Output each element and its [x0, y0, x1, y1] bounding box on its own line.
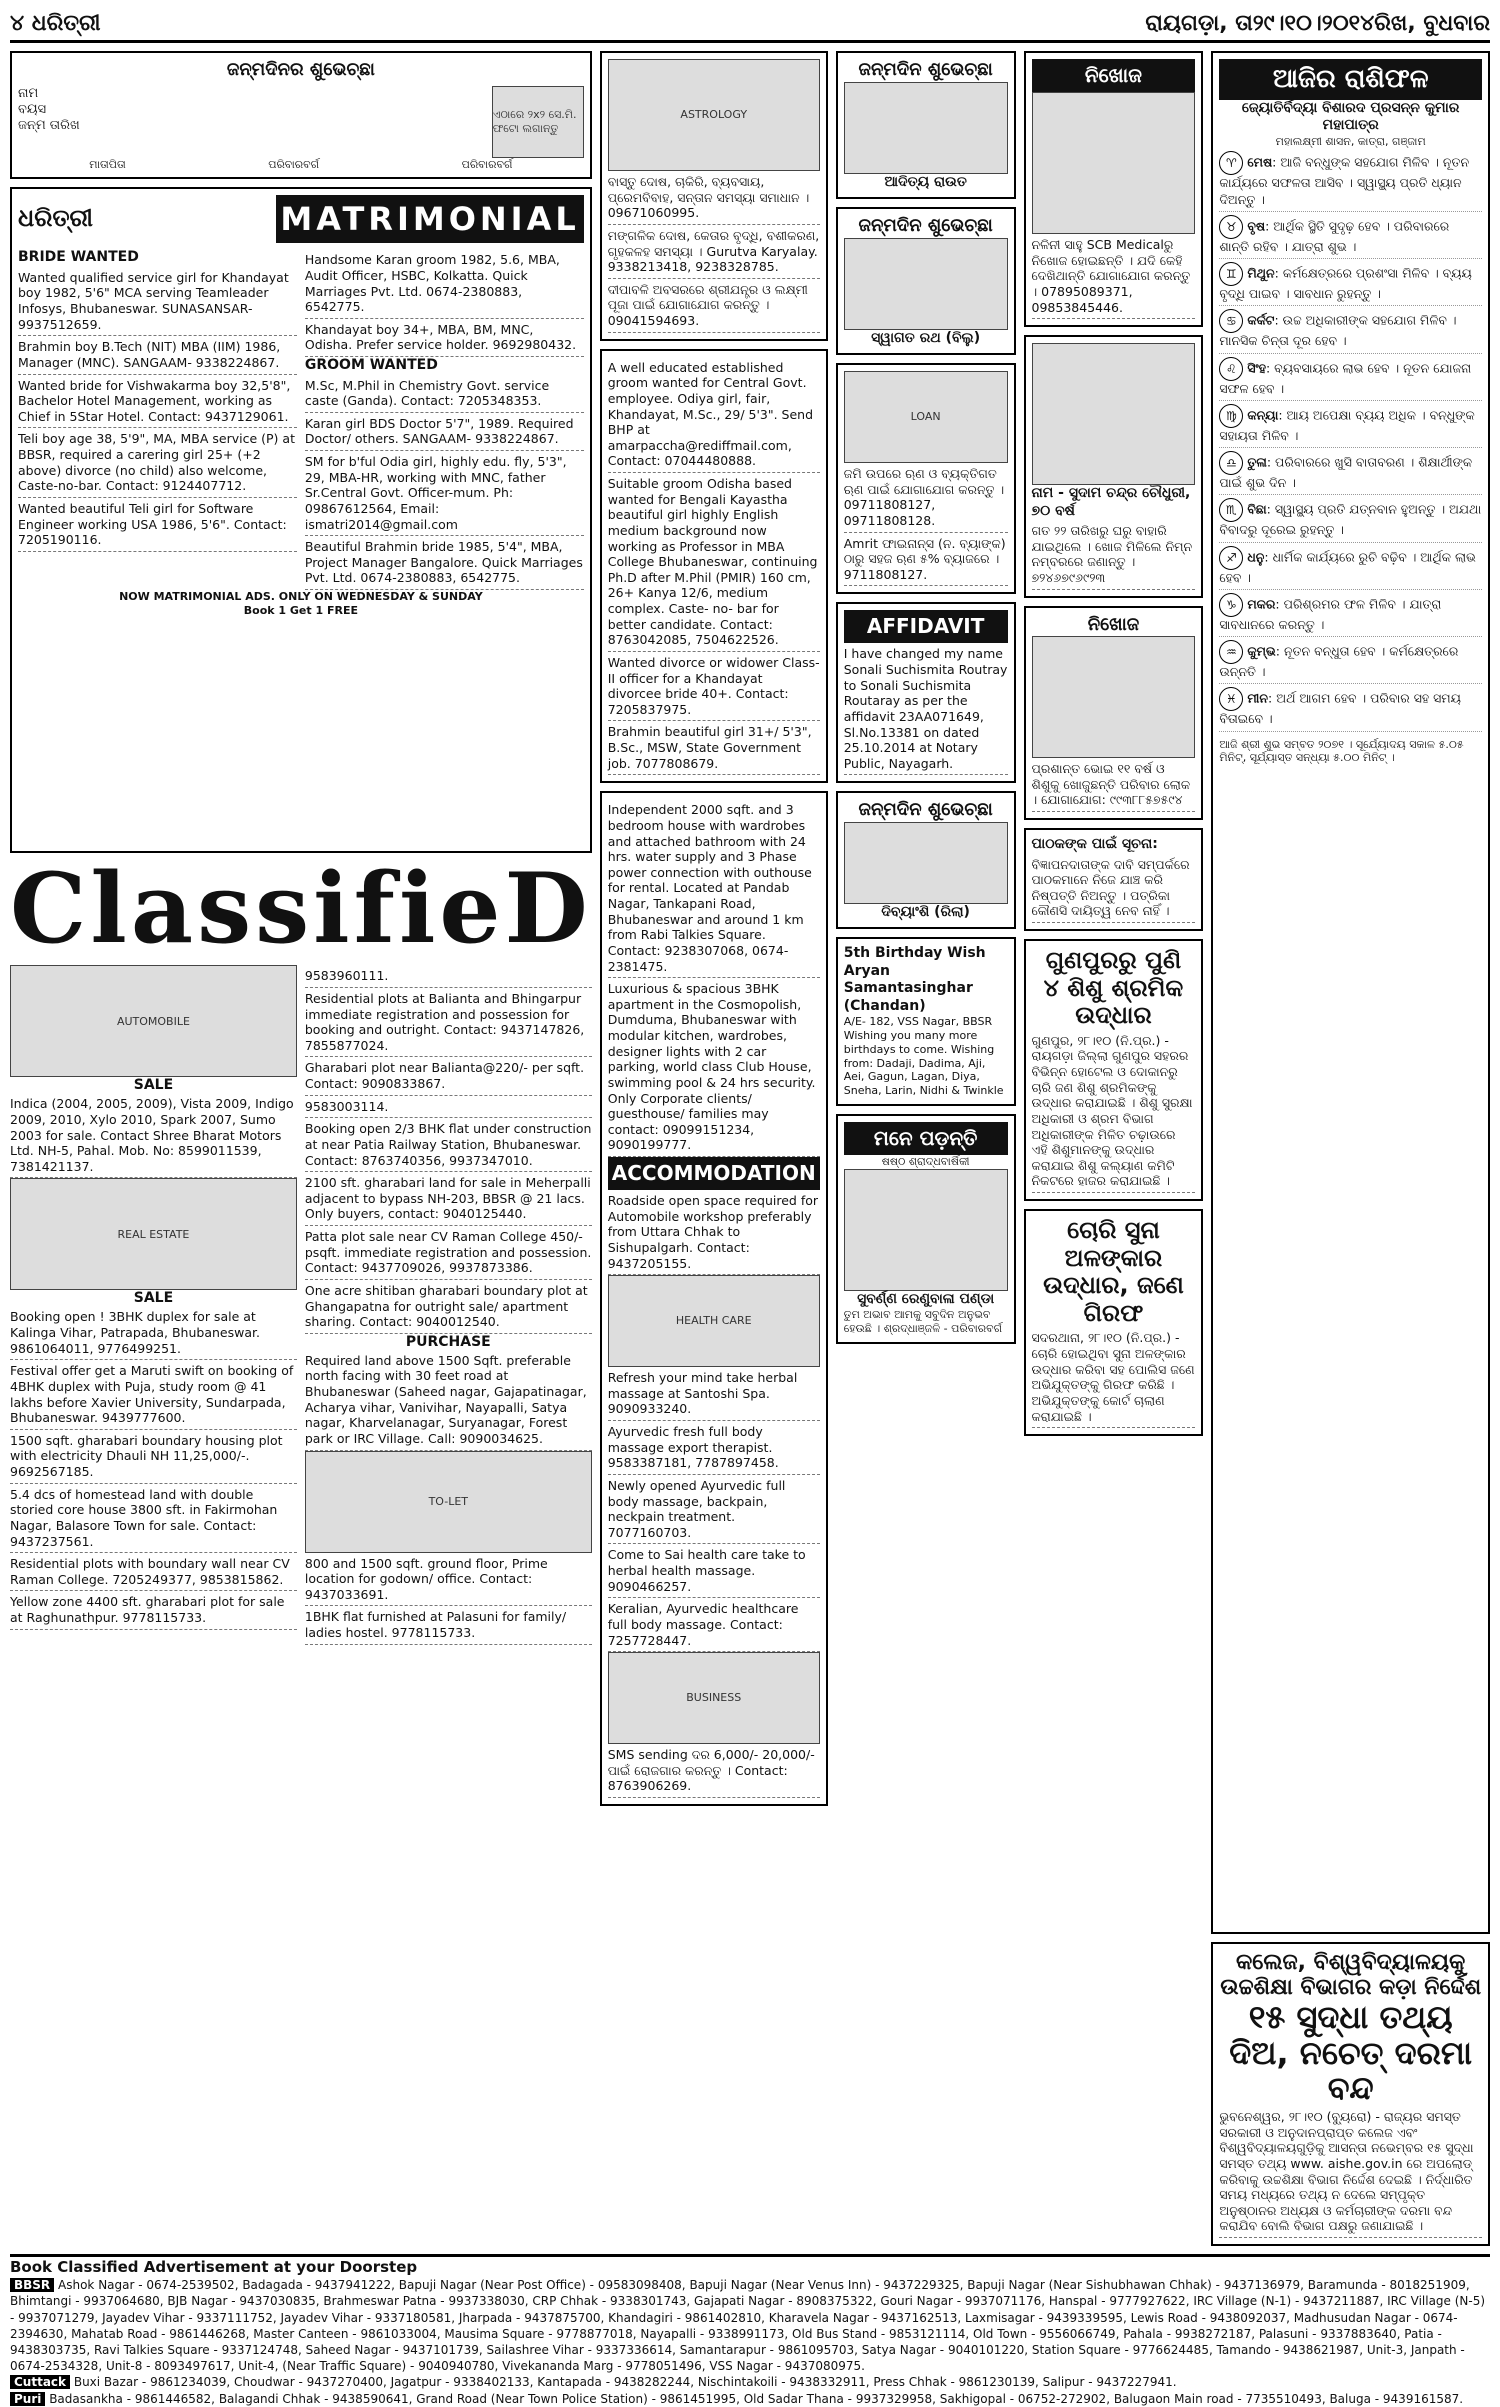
house-ad: Luxurious & spacious 3BHK apartment in the Cosmopolish, Dumduma, Bhubaneswar with modular kitchen, wardrobes, designer lights with 2 car parking, world class Club House, swimming pool & 24 hrs security. Only Corporate clients/ guesthouse/ families may contact: 09099151234, 9090199777. [608, 978, 820, 1157]
rashi-text: ପରିଶ୍ରମର ଫଳ ମିଳିବ । ଯାତ୍ରା ସାବଧାନରେ କରନ୍ତୁ । [1219, 596, 1442, 632]
re-ad: 5.4 dcs of homestead land with double storied core house 3800 sft. in Fakirmohan Nagar, Balasore Town for sale. Contact: 9437237561. [10, 1484, 297, 1554]
rashi-sign: ବୃଷ [1247, 218, 1266, 234]
matrimonial-col3 [600, 349, 828, 784]
loan-text: ଜମି ଉପରେ ଋଣ ଓ ବ୍ୟକ୍ତିଗତ ଋଣ ପାଇଁ ଯୋଗାଯୋଗ କରନ୍ତୁ । 09711808127, 09711808128. [844, 463, 1008, 533]
rashi-text: ପରିବାରରେ ଖୁସି ବାତାବରଣ । ଶିକ୍ଷାର୍ଥୀଙ୍କ ପାଇଁ ଶୁଭ ଦିନ । [1219, 454, 1473, 490]
news-body: ଗୁଣପୁର, ୨୮।୧୦ (ନି.ପ୍ର.) - ରାୟଗଡ଼ା ଜିଲ୍ଲା ଗୁଣପୁର ସହରର ବିଭିନ୍ନ ହୋଟେଲ ଓ ଦୋକାନରୁ ଚାରି ଜଣ ଶିଶୁ ଶ୍ରମିକଙ୍କୁ ଉଦ୍ଧାର କରାଯାଇଛି । ଶିଶୁ ସୁରକ୍ଷା ଅଧିକାରୀ ଓ ଶ୍ରମ ବିଭାଗ ଅଧିକାରୀଙ୍କ ମିଳିତ ଚଢ଼ାଉରେ ଏହି ଶିଶୁମାନଙ୍କୁ ଉଦ୍ଧାର କରାଯାଇ ଶିଶୁ କଲ୍ୟାଣ କମିଟି ନିକଟରେ ହାଜର କରାଯାଇଛି । [1032, 1030, 1196, 1193]
child-name: ସ୍ୱାଗତ ରଥ (ବିଲୁ) [871, 329, 981, 346]
memorial-name: ସୁବର୍ଣ୍ଣ ରେଣୁବାଳା ପଣ୍ଡା [857, 1290, 995, 1307]
re-ad: Yellow zone 4400 sft. gharabari plot for sale at Raghunathpur. 9778115733. [10, 1591, 297, 1629]
memorial-text: ତୁମ ଅଭାବ ଆମକୁ ସବୁଦିନ ଅନୁଭବ ହେଉଛି । ଶ୍ରଦ୍ଧାଞ୍ଜଳି - ପରିବାରବର୍ଗ [843, 1308, 1003, 1335]
page-grid [10, 51, 1490, 2246]
news-headline: ୧୫ ସୁଦ୍ଧା ତଥ୍ୟ ଦିଅ, ନଚେତ୍ ଦରମା ବନ୍ଦ [1229, 1998, 1473, 2107]
zodiac-icon: ♐ [1219, 546, 1243, 570]
missing-text: ନଳିନୀ ସାହୁ SCB Medicalରୁ ନିଖୋଜ ହୋଇଛନ୍ତି । ଯଦି କେହି ଦେଖିଥାନ୍ତି ଯୋଗାଯୋଗ କରନ୍ତୁ । 07895089371, 09853845446. [1032, 234, 1196, 319]
groom-ad: SM for b'ful Odia girl, highly edu. fly, 5'3", 29, MBA-HR, working with MNC, father Sr.Central Govt. Officer-mum. Ph: 09867612564, Email: ismatri2014@gmail.com [305, 451, 584, 536]
rashi-sign: ମେଷ [1247, 154, 1273, 170]
mid-ad: Patta plot sale near CV Raman College 450/- psqft. immediate registration and possession. Contact: 9437709026, 9937873386. [305, 1226, 592, 1280]
loan-image: LOAN [844, 371, 1008, 463]
astrology-ad: ମଙ୍ଗଳିକ ଦୋଷ, କେତାର ବୃଦ୍ଧି, ବଶୀକରଣ, ଗୃହକଳହ ସମସ୍ୟା । Gurutva Karyalay. 9338213418, 9238328785. [608, 225, 820, 279]
zodiac-icon: ♉ [1219, 215, 1243, 239]
astrology-ad: ବାସ୍ତୁ ଦୋଷ, ଚାକିରି, ବ୍ୟବସାୟ, ପ୍ରେମବିବାହ, ସନ୍ତାନ ସମସ୍ୟା ସମାଧାନ । 09671060995. [608, 171, 820, 225]
rashi-item: ♍ କନ୍ୟା: ଆୟ ଅପେକ୍ଷା ବ୍ୟୟ ଅଧିକ । ବନ୍ଧୁଙ୍କ ସହାୟତା ମିଳିବ । [1219, 401, 1482, 448]
news-gold [1024, 1209, 1204, 1436]
rashi-text: ଆଜି ବନ୍ଧୁଙ୍କ ସହଯୋଗ ମିଳିବ । ନୂତନ କାର୍ଯ୍ୟରେ ସଫଳତା ଆସିବ । ସ୍ୱାସ୍ଥ୍ୟ ପ୍ରତି ଧ୍ୟାନ ଦିଅନ୍ତୁ । [1219, 154, 1470, 207]
mid-ad: 2100 sft. gharabari land for sale in Meherpalli adjacent to bypass NH-203, BBSR @ 21 lacs. Only buyers, contact: 9040125440. [305, 1172, 592, 1226]
classified-title: ClassifieD [10, 852, 592, 966]
label-family-2: ପରିବାରବର୍ଗ [461, 157, 513, 171]
rashi-item: ♐ ଧନୁ: ଧାର୍ମିକ କାର୍ଯ୍ୟରେ ରୁଚି ବଢ଼ିବ । ଆର୍ଥିକ ଲାଭ ହେବ । [1219, 543, 1482, 590]
missing-kids-text: ପ୍ରଶାନ୍ତ ଭୋଇ ୧୧ ବର୍ଷ ଓ ଶିଶୁକୁ ଖୋଜୁଛନ୍ତି ପରିବାର ଲୋକ । ଯୋଗାଯୋଗ: ୯୯୩୮୮୫୭୫୯୪ [1032, 758, 1196, 812]
rashifal-box [1211, 51, 1490, 1934]
auto-ad: Indica (2004, 2005, 2009), Vista 2009, Indigo 2009, 2010, Xylo 2010, Spark 2007, Sumo 2003 for sale. Contact Shree Bharat Motors Ltd. NH-5, Pahal. Mob. No: 8599011539, 7381421137. [10, 1093, 297, 1178]
rashi-item: ♌ ସିଂହ: ବ୍ୟବସାୟରେ ଲାଭ ହେବ । ନୂତନ ଯୋଜନା ସଫଳ ହେବ । [1219, 354, 1482, 401]
memorial-box [836, 1114, 1016, 1344]
missing-photo [1032, 92, 1196, 234]
affidavit-box [836, 602, 1016, 783]
rashi-sign: ବିଛା [1247, 501, 1267, 517]
re-sale-heading: SALE [133, 1290, 174, 1307]
rashi-sign: ମୀନ [1247, 690, 1269, 706]
reader-notice-box [1024, 828, 1204, 931]
tolet-ad: 800 and 1500 sqft. ground floor, Prime location for godown/ office. Contact: 9437033691. [305, 1553, 592, 1607]
loan-ad [836, 363, 1016, 594]
memorial-title: ମନେ ପଡ଼ନ୍ତି [844, 1122, 1008, 1155]
rashi-item: ♑ ମକର: ପରିଶ୍ରମର ଫଳ ମିଳିବ । ଯାତ୍ରା ସାବଧାନରେ କରନ୍ତୁ । [1219, 590, 1482, 637]
news-higher-education [1211, 1942, 1490, 2246]
child-name: ଦିବ୍ୟାଂଶି (ରିଲା) [881, 903, 970, 920]
matrimonial-ad: Wanted divorce or widower Class-II officer for a Khandayat divorcee bride 40+. Contact: 7205837975. [608, 652, 820, 722]
zodiac-icon: ♍ [1219, 404, 1243, 428]
fifth-birthday-wish: Wishing you many more birthdays to come. Wishing from: Dadaji, Dadima, Aji, Aei, Gagun, Lagan, Diya, Sneha, Larin, Nidhi & Twinkle [843, 1029, 1004, 1098]
bride-ad: Brahmin boy B.Tech (NIT) MBA (IIM) 1986, Manager (MNC). SANGAAM- 9338224867. [18, 336, 297, 374]
re-ad: Residential plots with boundary wall near CV Raman College. 7205249377, 9853815862. [10, 1553, 297, 1591]
zodiac-icon: ♋ [1219, 309, 1243, 333]
kid-photo [1032, 636, 1196, 758]
groom-ad: Beautiful Brahmin bride 1985, 5'4", MBA, Project Manager Bangalore. Quick Marriages Pvt. Ltd. 0674-2380883, 6542775. [305, 536, 584, 590]
footer-puri-text: Badasankha - 9861446582, Balagandi Chhak - 9438590641, Grand Road (Near Town Police Station) - 9861451995, Old Sadar Thana - 9937329958, Sakhigopal - 06752-272902, Balugaon Main road - 7735510493, Baluga - 9439161587. [49, 2391, 1464, 2406]
business-ad: SMS sending ଦର 6,000/- 20,000/- ପାଇଁ ରୋଜଗାର କରନ୍ତୁ । Contact: 8763906269. [608, 1744, 820, 1798]
rashi-text: ଅର୍ଥ ଆଗମ ହେବ । ପରିବାର ସହ ସମୟ ବିତାଇବେ । [1219, 690, 1461, 727]
column-classified-right [600, 51, 828, 2246]
re-ad: Festival offer get a Maruti swift on booking of 4BHK duplex with Puja, study room @ 41 lakhs before Xavier University, Sundarpada, Bhubaneswar. 9439777600. [10, 1360, 297, 1430]
date-line: ରାୟଗଡ଼ା, ତା୨୯।୧୦।୨୦୧୪ରିଖ, ବୁଧବାର [1145, 10, 1490, 36]
matrimonial-ad: Suitable groom Odisha based wanted for Bengali Kayastha beautiful girl highly English medium background now working as Professor in MBA College Bhubaneswar, continuing Ph.D after M.Phil (PMIR) 160 cm, 26+ Kanya 12/6, medium complex. Caste- no- bar for better candidate. Contact: 8763042085, 7504622526. [608, 473, 820, 652]
birthday-card-1 [836, 51, 1016, 199]
bride-ad: Wanted beautiful Teli girl for Software Engineer working USA 1986, 5'6". Contact: 7205190116. [18, 498, 297, 552]
zodiac-icon: ♓ [1219, 687, 1243, 711]
mid-ad: Residential plots at Balianta and Bhingarpur immediate registration and possession for booking and outright. Contact: 9437147826, 7855877024. [305, 988, 592, 1058]
rashi-text: ଉଚ୍ଚ ଅଧିକାରୀଙ୍କ ସହଯୋଗ ମିଳିବ । ମାନସିକ ଚିନ୍ତା ଦୂର ହେବ । [1219, 312, 1457, 349]
obit-box [1024, 335, 1204, 598]
zodiac-icon: ♏ [1219, 498, 1243, 522]
groom-heading: GROOM WANTED [304, 357, 438, 373]
obit-text: ଗତ ୨୨ ତାରିଖରୁ ଘରୁ ବାହାରି ଯାଇଥିଲେ । ଖୋଜ ମିଳିଲେ ନିମ୍ନ ନମ୍ବରରେ ଜଣାନ୍ତୁ । ୭୨୪୬୭୯୬୯୨୩ [1032, 520, 1196, 590]
child-photo [844, 822, 1008, 904]
child-name: ଆଦିତ୍ୟ ରାଉତ [884, 173, 967, 190]
form-field-dob: ଜନ୍ମ ତାରିଖ [18, 118, 80, 133]
zodiac-icon: ♒ [1219, 640, 1243, 664]
missing-title: ନିଖୋଜ [1032, 59, 1196, 92]
classified-col3 [600, 791, 828, 1806]
footer-title: Book Classified Advertisement at your Doorstep [10, 2258, 418, 2276]
rashifal-sub2: ମହାଲକ୍ଷ୍ମୀ ଶାସନ, କାତ୍ରା, ଗଞ୍ଜାମ [1275, 134, 1426, 148]
birthday-form-title: ଜନ୍ମଦିନର ଶୁଭେଚ୍ଛା [226, 59, 375, 80]
zodiac-icon: ♈ [1219, 151, 1243, 175]
rashi-text: ଧାର୍ମିକ କାର୍ଯ୍ୟରେ ରୁଚି ବଢ଼ିବ । ଆର୍ଥିକ ଲାଭ ହେବ । [1219, 549, 1476, 585]
purchase-heading: PURCHASE [405, 1333, 491, 1350]
astrology-box [600, 51, 828, 341]
bride-heading: BRIDE WANTED [18, 249, 139, 266]
bride-ad: Wanted qualified service girl for Khandayat boy 1982, 5'6" MCA serving Teamleader Infosys, Bhubaneswar. SUNASANSAR- 9937512659. [18, 267, 297, 337]
rashi-sign: ମିଥୁନ [1247, 265, 1275, 281]
fifth-birthday-label: 5th Birthday Wish [843, 945, 986, 962]
health-care-image: HEALTH CARE [608, 1275, 820, 1367]
form-field-name: ନାମ [18, 85, 39, 101]
photo-placeholder: ଏଠାରେ ୨x୨ ସେ.ମି. ଫଟୋ ଲଗାନ୍ତୁ [492, 86, 584, 158]
column-notices [836, 51, 1016, 2246]
child-photo [844, 82, 1008, 174]
child-photo [844, 238, 1008, 330]
matrimonial-ad: A well educated established groom wanted for Central Govt. employee. Odiya girl, fair, Khandayat, M.Sc., 29/ 5'3". Send BHP at amarpaccha@rediffmail.com, Contact: 07044480888. [608, 357, 820, 473]
memorial-sub: ଷଷ୍ଠ ଶ୍ରାଦ୍ଧବାର୍ଷିକୀ [881, 1154, 970, 1168]
accommodation-heading: ACCOMMODATION [608, 1157, 820, 1190]
sale-heading: SALE [133, 1077, 174, 1094]
rashi-sign: କନ୍ୟା [1247, 407, 1279, 423]
rashi-item: ♒ କୁମ୍ଭ: ନୂତନ ବନ୍ଧୁତା ହେବ । କର୍ମକ୍ଷେତ୍ରରେ ଉନ୍ନତି । [1219, 637, 1482, 684]
rashi-item: ♓ ମୀନ: ଅର୍ଥ ଆଗମ ହେବ । ପରିବାର ସହ ସମୟ ବିତାଇବେ । [1219, 684, 1482, 731]
form-field-age: ବୟସ [18, 101, 47, 117]
affidavit-text: I have changed my name Sonali Suchismita Routray to Sonali Suchismita Routaray as per the affidavit 23AA071649, Sl.No.13381 on dated 25.10.2014 at Notary Public, Nayagarh. [844, 643, 1008, 775]
news-body: ଭୁବନେଶ୍ୱର, ୨୮।୧୦ (ବ୍ୟୁରୋ) - ରାଜ୍ୟର ସମସ୍ତ ସରକାରୀ ଓ ଅନୁଦାନପ୍ରାପ୍ତ କଲେଜ ଏବଂ ବିଶ୍ୱବିଦ୍ୟାଳୟଗୁଡ଼ିକୁ ଆସନ୍ତା ନଭେମ୍ବର ୧୫ ସୁଦ୍ଧା ସମସ୍ତ ତଥ୍ୟ www. aishe.gov.in ରେ ଅପଲୋଡ୍ କରିବାକୁ ଉଚ୍ଚଶିକ୍ଷା ବିଭାଗ ନିର୍ଦ୍ଦେଶ ଦେଇଛି । ନିର୍ଦ୍ଧାରିତ ସମୟ ମଧ୍ୟରେ ତଥ୍ୟ ନ ଦେଲେ ସମ୍ପୃକ୍ତ ଅନୁଷ୍ଠାନର ଅଧ୍ୟକ୍ଷ ଓ କର୍ମଚାରୀଙ୍କ ଦରମା ବନ୍ଦ କରାଯିବ ବୋଲି ବିଭାଗ ପକ୍ଷରୁ ଜଣାଯାଇଛି । [1219, 2106, 1482, 2238]
health-ad: Refresh your mind take herbal massage at Santoshi Spa. 9090933240. [608, 1367, 820, 1421]
groom-ad: M.Sc, M.Phil in Chemistry Govt. service caste (Ganda). Contact: 7205348353. [305, 375, 584, 413]
news-body: ସଦରଥାନା, ୨୮।୧୦ (ନି.ପ୍ର.) - ଚୋରି ହୋଇଥିବା ସୁନା ଅଳଙ୍କାର ଉଦ୍ଧାର କରିବା ସହ ପୋଲିସ ଜଣେ ଅଭିଯୁକ୍ତଙ୍କୁ ଗିରଫ କରିଛି । ଅଭିଯୁକ୍ତଙ୍କୁ କୋର୍ଟ ଚାଲାଣ କରାଯାଇଛି । [1032, 1327, 1196, 1428]
zodiac-icon: ♎ [1219, 451, 1243, 475]
missing-kids-box [1024, 606, 1204, 820]
rashifal-footer: ଆଜି ଶ୍ରୀ ଶୁଭ ସମ୍ବତ ୨୦୭୧ । ସୂର୍ଯ୍ୟୋଦୟ ସକାଳ ୫.୦୫ ମିନିଟ୍, ସୂର୍ଯ୍ୟାସ୍ତ ସନ୍ଧ୍ୟା ୫.୦୦ ମିନିଟ୍ । [1219, 737, 1464, 765]
re-ad: Booking open ! 3BHK duplex for sale at Kalinga Vihar, Patrapada, Bhubaneswar. 9861064011, 9776499251. [10, 1306, 297, 1360]
rashi-text: ଆର୍ଥିକ ସ୍ଥିତି ସୁଦୃଢ଼ ହେବ । ପରିବାରରେ ଶାନ୍ତି ରହିବ । ଯାତ୍ରା ଶୁଭ । [1219, 218, 1450, 254]
news-child-labour [1024, 939, 1204, 1201]
rashi-sign: ମକର [1247, 596, 1276, 612]
astrology-image: ASTROLOGY [608, 59, 820, 171]
purchase-ad: Required land above 1500 Sqft. preferable north facing with 30 feet road at Bhubaneswar (Saheed nagar, Gajapatinagar, Acharya vihar, Vanivihar, Nayapalli, Satya nagar, Kharvelanagar, Suryanagar, Forest park or IRC Village. Call: 9090034625. [305, 1350, 592, 1451]
rashi-text: ଆୟ ଅପେକ୍ଷା ବ୍ୟୟ ଅଧିକ । ବନ୍ଧୁଙ୍କ ସହାୟତା ମିଳିବ । [1219, 407, 1475, 443]
health-ad: Keralian, Ayurvedic healthcare full body massage. Contact: 7257728447. [608, 1598, 820, 1652]
memorial-photo [844, 1169, 1008, 1291]
rashifal-sub: ଜ୍ୟୋତିର୍ବିଦ୍ୟା ବିଶାରଦ ପ୍ରସନ୍ନ କୁମାର ମହାପାତ୍ର [1241, 99, 1460, 133]
house-ad: Independent 2000 sqft. and 3 bedroom house with wardrobes and attached bathroom with 24 hrs. water supply and 3 Phase power connection with outhouse for rental. Located at Pandab Nagar, Tankapani Road, Bhubaneswar and around 1 km from Rabi Talkies Square. Contact: 9238307068, 0674-2381475. [608, 799, 820, 978]
card-title: ଜନ୍ମଦିନ ଶୁଭେଚ୍ଛା [858, 799, 993, 821]
health-ad: Ayurvedic fresh full body massage export therapist. 9583387181, 7787897458. [608, 1421, 820, 1475]
accommodation-ad: Roadside open space required for Automobile workshop preferably from Uttara Chhak to Sishupalgarh. Contact: 9437205155. [608, 1190, 820, 1275]
mid-ad: 9583003114. [305, 1096, 592, 1119]
rashi-sign: କୁମ୍ଭ [1247, 643, 1276, 659]
missing-kids-title: ନିଖୋଜ [1087, 613, 1140, 635]
mid-ad: Booking open 2/3 BHK flat under construction at near Patia Railway Station, Bhubaneswar. Contact: 8763740356, 9937347010. [305, 1118, 592, 1172]
footer-bbsr-label: BBSR [10, 2278, 54, 2292]
missing-box [1024, 51, 1204, 327]
groom-ad: Karan girl BDS Doctor 5'7", 1989. Required Doctor/ others. SANGAAM- 9338224867. [305, 413, 584, 451]
rashi-item: ♋ କର୍କଟ: ଉଚ୍ଚ ଅଧିକାରୀଙ୍କ ସହଯୋଗ ମିଳିବ । ମାନସିକ ଚିନ୍ତା ଦୂର ହେବ । [1219, 306, 1482, 353]
rashi-item: ♏ ବିଛା: ସ୍ୱାସ୍ଥ୍ୟ ପ୍ରତି ଯତ୍ନବାନ ହୁଅନ୍ତୁ । ଅଯଥା ବିବାଦରୁ ଦୂରେଇ ରୁହନ୍ତୁ । [1219, 495, 1482, 542]
health-ad: Come to Sai health care take to herbal health massage. 9090466257. [608, 1544, 820, 1598]
label-family-1: ପରିବାରବର୍ଗ [268, 157, 320, 171]
obit-name: ନାମ - ସୁଦାମ ଚନ୍ଦ୍ର ଚୌଧୁରୀ, ୭୦ ବର୍ଷ [1031, 485, 1191, 519]
groom-ad: Handsome Karan groom 1982, 5.6, MBA, Audit Officer, HSBC, Kolkatta. Quick Marriages Pvt. Ltd. 0674-2380883, 6542775. [305, 249, 584, 319]
matrimonial-ad: Brahmin beautiful girl 31+/ 5'3", B.Sc., MSW, State Government job. 7077808679. [608, 721, 820, 775]
astrology-ad: ଦୀପାବଳି ଅବସରରେ ଶ୍ରୀଯନ୍ତ୍ର ଓ ଲକ୍ଷ୍ମୀ ପୂଜା ପାଇଁ ଯୋଗାଯୋଗ କରନ୍ତୁ । 09041594693. [608, 279, 820, 333]
fifth-birthday-addr: A/E- 182, VSS Nagar, BBSR [843, 1015, 993, 1029]
house-image: REAL ESTATE [10, 1178, 297, 1290]
news-headline: ଗୁଣପୁରରୁ ପୁଣି [1045, 946, 1182, 974]
footer-bar [10, 2254, 1490, 2407]
mid-ad: Gharabari plot near Balianta@220/- per sqft. Contact: 9090833867. [305, 1057, 592, 1095]
matrimonial-offer: Book 1 Get 1 FREE [243, 603, 358, 617]
rashi-text: ବ୍ୟବସାୟରେ ଲାଭ ହେବ । ନୂତନ ଯୋଜନା ସଫଳ ହେବ । [1219, 360, 1472, 396]
obit-photo [1032, 343, 1196, 485]
rashi-sign: ସିଂହ [1247, 360, 1266, 375]
birthday-card-3 [836, 791, 1016, 929]
fifth-birthday-name: Aryan Samantasinghar (Chandan) [843, 962, 973, 1014]
business-image: BUSINESS [608, 1652, 820, 1744]
rashi-item: ♈ ମେଷ: ଆଜି ବନ୍ଧୁଙ୍କ ସହଯୋଗ ମିଳିବ । ନୂତନ କାର୍ଯ୍ୟରେ ସଫଳତା ଆସିବ । ସ୍ୱାସ୍ଥ୍ୟ ପ୍ରତି ଧ୍ୟାନ ଦିଅନ୍ତୁ । [1219, 148, 1482, 212]
news-headline: ଚୋରି ସୁନା ଅଳଙ୍କାର ଉଦ୍ଧାର, ଜଣେ ଗିରଫ [1043, 1216, 1184, 1327]
rashi-text: କର୍ମକ୍ଷେତ୍ରରେ ପ୍ରଶଂସା ମିଳିବ । ବ୍ୟୟ ବୃଦ୍ଧି ପାଇବ । ସାବଧାନ ରୁହନ୍ତୁ । [1219, 265, 1472, 301]
tolet-image: TO-LET [305, 1451, 592, 1553]
mid-ad: One acre shitiban gharabari boundary plot at Ghangapatna for outright sale/ apartment sharing. Contact: 9040012540. [305, 1280, 592, 1334]
rashi-item: ♉ ବୃଷ: ଆର୍ଥିକ ସ୍ଥିତି ସୁଦୃଢ଼ ହେବ । ପରିବାରରେ ଶାନ୍ତି ରହିବ । ଯାତ୍ରା ଶୁଭ । [1219, 212, 1482, 259]
card-title: ଜନ୍ମଦିନ ଶୁଭେଚ୍ଛା [858, 59, 993, 80]
re-ad: 1500 sqft. gharabari boundary housing plot with electricity Dhauli NH 11,25,000/-. 9692567185. [10, 1430, 297, 1484]
page-header [10, 6, 1490, 43]
tolet-ad: 1BHK flat furnished at Palasuni for family/ ladies hostel. 9778115733. [305, 1606, 592, 1644]
column-rashifal [1211, 51, 1490, 2246]
reader-notice-text: ବିଜ୍ଞାପନଦାତାଙ୍କ ଦାବି ସମ୍ପର୍କରେ ପାଠକମାନେ ନିଜେ ଯାଞ୍ଚ କରି ନିଷ୍ପତ୍ତି ନିଅନ୍ତୁ । ପତ୍ରିକା କୌଣସି ଦାୟିତ୍ୱ ନେବ ନାହିଁ । [1032, 854, 1196, 924]
label-parents: ମାତାପିତା [89, 157, 126, 171]
page-number-title: ୪ ଧରିତ୍ରୀ [10, 10, 101, 36]
footer-puri-label: Puri [10, 2392, 45, 2406]
column-classified-left [10, 51, 592, 2246]
matrimonial-note: NOW MATRIMONIAL ADS. ONLY ON WEDNESDAY & SUNDAY [119, 590, 483, 603]
zodiac-icon: ♑ [1219, 593, 1243, 617]
brand-logo: ଧରିତ୍ରୀ [18, 204, 93, 233]
column-news [1024, 51, 1204, 2246]
news-headline: କଲେଜ, ବିଶ୍ୱବିଦ୍ୟାଳୟକୁ ଉଚ୍ଚଶିକ୍ଷା ବିଭାଗର କଡ଼ା ନିର୍ଦ୍ଦେଶ [1220, 1949, 1482, 2001]
rashi-text: ସ୍ୱାସ୍ଥ୍ୟ ପ୍ରତି ଯତ୍ନବାନ ହୁଅନ୍ତୁ । ଅଯଥା ବିବାଦରୁ ଦୂରେଇ ରୁହନ୍ତୁ । [1219, 501, 1482, 538]
footer-bbsr-text: Ashok Nagar - 0674-2539502, Badagada - 9437941222, Bapuji Nagar (Near Post Office) - 09583098408, Bapuji Nagar (Near Venus Inn) - 9437229325, Bapuji Nagar (Near Sishubhawan Chhak) - 9437136979, Baramunda - 8018251909, Bhimtangi - 9937064680, BJB Nagar - 9437030835, Brahmeswar Patna - 9937338030, CRP Chhak - 9338301743, Gajapati Nagar - 8908375322, Gouri Nagar - 9937071176, Hanspal - 9777927622, IRC Village (N-1) - 9437211887, IRC Village (N-5) - 9937071279, Jayadev Vihar - 9337111752, Jayadev Vihar - 9337180581, Jharpada - 9437875700, Khandagiri - 9861402810, Kharavela Nagar - 9437162513, Laxmisagar - 9439339595, Lewis Road - 9438092037, Madhusudan Nagar - 0674-2394630, Mahatab Road - 9861446268, Master Canteen - 9861033004, Mausima Square - 9778877018, Nayapalli - 9338991173, Old Bus Stand - 9853121114, Old Town - 9556066749, Pahala - 9938272187, Palasuni - 9337883640, Patia - 9438303735, Ravi Talkies Square - 9337124748, Saheed Nagar - 9437101739, Sailashree Vihar - 9337336614, Samantarapur - 9861095703, Satya Nagar - 9040101220, Station Square - 9776624485, Tamando - 9438621987, Unit-3, Janpath - 0674-2534328, Unit-8 - 8093497617, Unit-4, (Near Traffic Square) - 9040940780, Vivekananda Marg - 9778051496, VSS Nagar - 9437080975. [10, 2278, 1486, 2374]
reader-notice-title: ପାଠକଙ୍କ ପାଇଁ ସୂଚନା: [1031, 836, 1158, 852]
matrimonial-title: MATRIMONIAL [276, 195, 583, 243]
fifth-birthday-box [836, 937, 1016, 1106]
birthday-card-2 [836, 207, 1016, 355]
news-headline: ୪ ଶିଶୁ ଶ୍ରମିକ ଉଦ୍ଧାର [1043, 973, 1184, 1030]
groom-ad: Khandayat boy 34+, MBA, BM, MNC, Odisha. Prefer service holder. 9692980432. [305, 319, 584, 357]
rashifal-title: ଆଜିର ରାଶିଫଳ [1219, 59, 1482, 100]
footer-cuttack-text: Buxi Bazar - 9861234039, Choudwar - 9437270400, Jagatpur - 9338402133, Kantapada - 9438282244, Nischintakoili - 9438332911, Press Chhak - 9861230139, Salipur - 9437227941. [73, 2375, 1177, 2390]
rashi-text: ନୂତନ ବନ୍ଧୁତା ହେବ । କର୍ମକ୍ଷେତ୍ରରେ ଉନ୍ନତି । [1219, 643, 1459, 679]
zodiac-icon: ♌ [1219, 357, 1243, 381]
matrimonial-section [10, 187, 592, 853]
mid-ad: 9583960111. [305, 965, 592, 988]
rashi-sign: ତୁଳା [1247, 454, 1267, 470]
bride-ad: Wanted bride for Vishwakarma boy 32,5'8", Bachelor Hotel Management, working as Chief in 5Star Hotel. Contact: 9437129061. [18, 375, 297, 429]
birthday-form [10, 51, 592, 179]
footer-cuttack-label: Cuttack [10, 2375, 70, 2389]
rashi-sign: ଧନୁ [1247, 549, 1265, 564]
loan-text: Amrit ଫାଇନାନ୍ସ (ନ. ବ୍ୟାଙ୍କ) ଠାରୁ ସହଜ ଋଣ ୫% ବ୍ୟାଜରେ । 9711808127. [844, 533, 1008, 587]
car-image: AUTOMOBILE [10, 965, 297, 1077]
classified-body [10, 965, 592, 2246]
rashi-item: ♊ ମିଥୁନ: କର୍ମକ୍ଷେତ୍ରରେ ପ୍ରଶଂସା ମିଳିବ । ବ୍ୟୟ ବୃଦ୍ଧି ପାଇବ । ସାବଧାନ ରୁହନ୍ତୁ । [1219, 259, 1482, 306]
affidavit-heading: AFFIDAVIT [844, 610, 1008, 643]
rashi-item: ♎ ତୁଳା: ପରିବାରରେ ଖୁସି ବାତାବରଣ । ଶିକ୍ଷାର୍ଥୀଙ୍କ ପାଇଁ ଶୁଭ ଦିନ । [1219, 448, 1482, 495]
rashi-sign: କର୍କଟ [1247, 312, 1275, 328]
bride-ad: Teli boy age 38, 5'9", MA, MBA service (P) at BBSR, required a carering girl 25+ (+2 above) divorce (no child) also welcome, Caste-no-bar. Contact: 9124407712. [18, 428, 297, 498]
card-title: ଜନ୍ମଦିନ ଶୁଭେଚ୍ଛା [858, 215, 993, 236]
health-ad: Newly opened Ayurvedic full body massage, backpain, neckpain treatment. 7077160703. [608, 1475, 820, 1545]
zodiac-icon: ♊ [1219, 262, 1243, 286]
